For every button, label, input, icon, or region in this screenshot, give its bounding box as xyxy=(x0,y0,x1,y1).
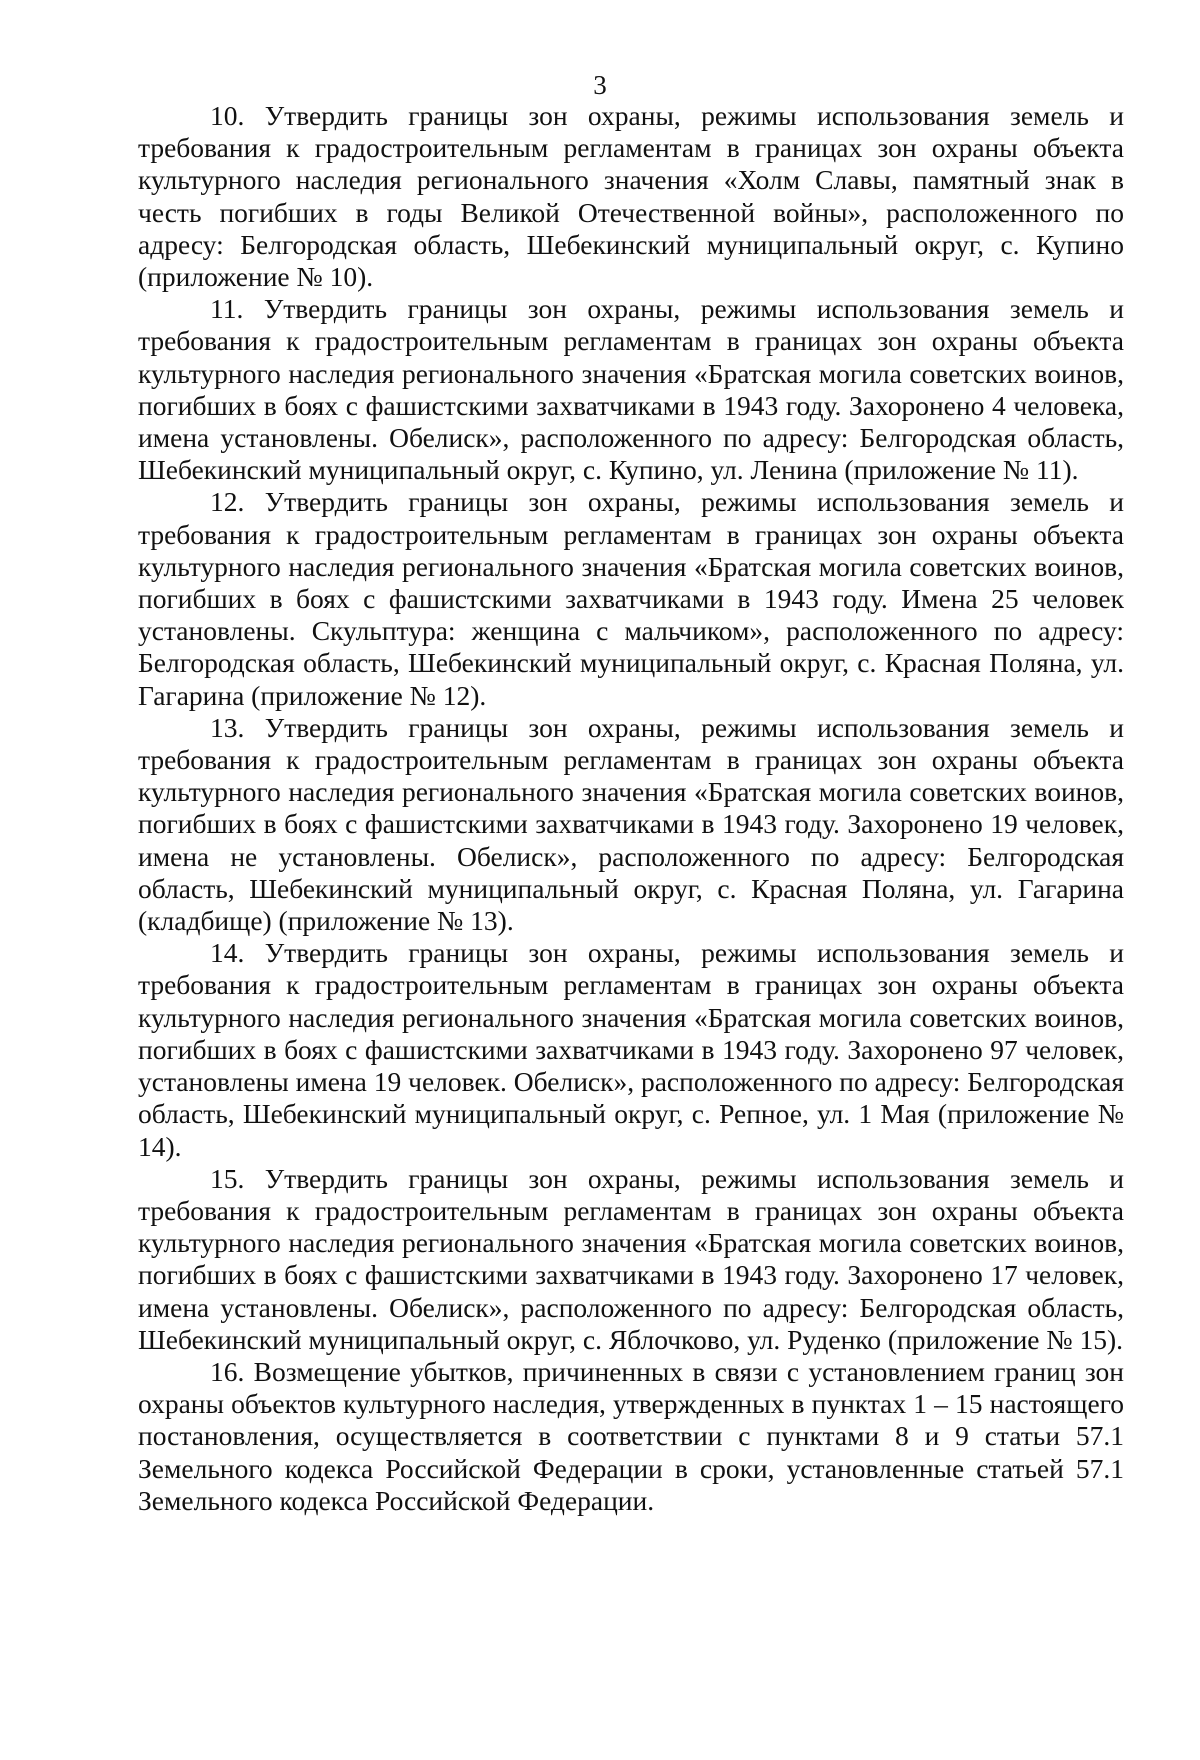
paragraph-10: 10. Утвердить границы зон охраны, режимы использования земель и требования к градостроительным регламентам в границах зон охраны объекта культурного наследия регионального значения «Холм Славы, памятный знак в честь погибших в годы Великой Отечественной войны», расположенного по адресу: Белгородская область, Шебекинский муниципальный округ, с. Купино (приложение № 10). xyxy=(138,100,1124,293)
paragraph-12: 12. Утвердить границы зон охраны, режимы использования земель и требования к градостроительным регламентам в границах зон охраны объекта культурного наследия регионального значения «Братская могила советских воинов, погибших в боях с фашистскими захватчиками в 1943 году. Имена 25 человек установлены. Скульптура: женщина с мальчиком», расположенного по адресу: Белгородская область, Шебекинский муниципальный округ, с. Красная Поляна, ул. Гагарина (приложение № 12). xyxy=(138,486,1124,711)
paragraph-14: 14. Утвердить границы зон охраны, режимы использования земель и требования к градостроительным регламентам в границах зон охраны объекта культурного наследия регионального значения «Братская могила советских воинов, погибших в боях с фашистскими захватчиками в 1943 году. Захоронено 97 человек, установлены имена 19 человек. Обелиск», расположенного по адресу: Белгородская область, Шебекинский муниципальный округ, с. Репное, ул. 1 Мая (приложение № 14). xyxy=(138,937,1124,1162)
page-number: 3 xyxy=(593,70,607,100)
document-body xyxy=(138,100,1124,1517)
paragraph-13: 13. Утвердить границы зон охраны, режимы использования земель и требования к градостроительным регламентам в границах зон охраны объекта культурного наследия регионального значения «Братская могила советских воинов, погибших в боях с фашистскими захватчиками в 1943 году. Захоронено 19 человек, имена не установлены. Обелиск», расположенного по адресу: Белгородская область, Шебекинский муниципальный округ, с. Красная Поляна, ул. Гагарина (кладбище) (приложение № 13). xyxy=(138,711,1124,937)
paragraph-11: 11. Утвердить границы зон охраны, режимы использования земель и требования к градостроительным регламентам в границах зон охраны объекта культурного наследия регионального значения «Братская могила советских воинов, погибших в боях с фашистскими захватчиками в 1943 году. Захоронено 4 человека, имена установлены. Обелиск», расположенного по адресу: Белгородская область, Шебекинский муниципальный округ, с. Купино, ул. Ленина (приложение № 11). xyxy=(138,293,1124,486)
paragraph-15: 15. Утвердить границы зон охраны, режимы использования земель и требования к градостроительным регламентам в границах зон охраны объекта культурного наследия регионального значения «Братская могила советских воинов, погибших в боях с фашистскими захватчиками в 1943 году. Захоронено 17 человек, имена установлены. Обелиск», расположенного по адресу: Белгородская область, Шебекинский муниципальный округ, с. Яблочково, ул. Руденко (приложение № 15). xyxy=(138,1162,1124,1355)
paragraph-16: 16. Возмещение убытков, причиненных в связи с установлением границ зон охраны объектов культурного наследия, утвержденных в пунктах 1 – 15 настоящего постановления, осуществляется в соответствии с пунктами 8 и 9 статьи 57.1 Земельного кодекса Российской Федерации в сроки, установленные статьей 57.1 Земельного кодекса Российской Федерации. xyxy=(138,1355,1124,1516)
